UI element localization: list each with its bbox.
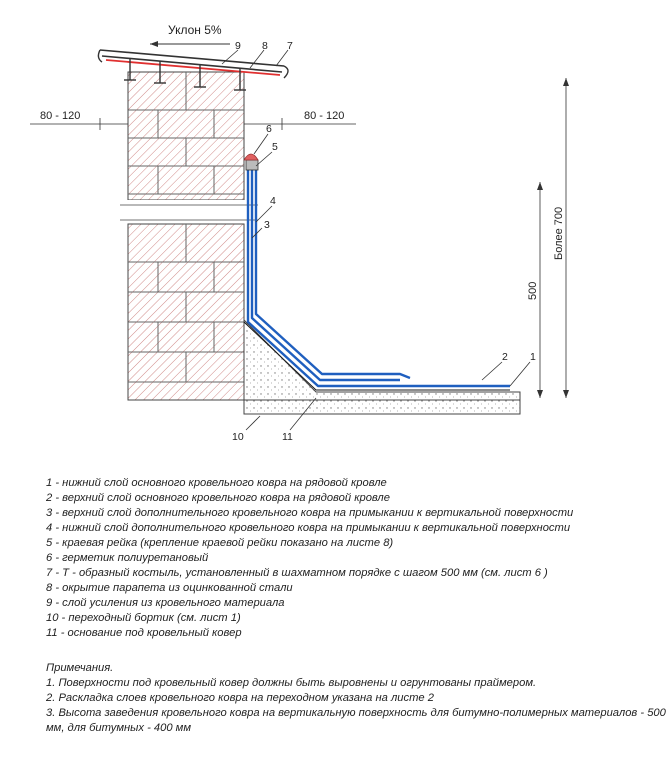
dim-left bbox=[30, 110, 128, 130]
legend-item: 6 - герметик полиуретановый bbox=[46, 552, 209, 564]
callout-3: 3 bbox=[264, 219, 270, 231]
callout-2: 2 bbox=[502, 351, 508, 363]
parapet-wall-lower bbox=[128, 224, 244, 400]
dim-left-label: 80 - 120 bbox=[40, 110, 81, 122]
callout-6: 6 bbox=[266, 123, 272, 135]
slope-label: Уклон 5% bbox=[168, 23, 222, 37]
callout-11: 11 bbox=[282, 431, 293, 443]
callout-4: 4 bbox=[270, 195, 276, 207]
notes-title: Примечания. bbox=[46, 662, 114, 674]
legend-item: 8 - окрытие парапета из оцинкованной стали bbox=[46, 582, 293, 594]
dim-500-label: 500 bbox=[527, 281, 539, 300]
callout-5: 5 bbox=[272, 141, 278, 153]
edge-batten bbox=[246, 160, 258, 170]
legend-item: 1 - нижний слой основного кровельного ковра на рядовой кровле bbox=[46, 477, 387, 489]
dim-700-label: Более 700 bbox=[553, 206, 565, 260]
note-item: 1. Поверхности под кровельный ковер должны быть выровнены и огрунтованы праймером. bbox=[46, 677, 537, 689]
legend bbox=[46, 476, 666, 641]
callout-9: 9 bbox=[235, 40, 241, 52]
legend-item: 2 - верхний слой основного кровельного ковра на рядовой кровле bbox=[46, 492, 390, 504]
callout-1: 1 bbox=[530, 351, 536, 363]
roof-base bbox=[244, 320, 520, 414]
legend-item: 9 - слой усиления из кровельного материала bbox=[46, 597, 285, 609]
legend-item: 10 - переходный бортик (см. лист 1) bbox=[46, 612, 241, 624]
note-item: 3. Высота заведения кровельного ковра на вертикальную поверхность для битумно-полимерных материалов - 500 мм, для битумных - 400 мм bbox=[46, 707, 666, 734]
legend-item: 4 - нижний слой дополнительного кровельного ковра на примыкании к вертикальной поверхности bbox=[46, 522, 571, 534]
legend-item: 11 - основание под кровельный ковер bbox=[46, 627, 242, 639]
dim-500 bbox=[527, 182, 543, 398]
wall-break-line bbox=[120, 200, 258, 224]
notes bbox=[46, 661, 666, 736]
dim-right bbox=[244, 110, 356, 130]
legend-item: 7 - Т - образный костыль, установленный в шахматном порядке с шагом 500 мм (см. лист 6 ) bbox=[46, 567, 548, 579]
notes-list bbox=[46, 676, 666, 736]
roofing-layers bbox=[244, 160, 510, 390]
legend-item: 5 - краевая рейка (крепление краевой рейки показано на листе 8) bbox=[46, 537, 394, 549]
callout-7: 7 bbox=[287, 40, 293, 52]
slope-indicator bbox=[150, 23, 230, 47]
sealant bbox=[244, 154, 258, 160]
dim-right-label: 80 - 120 bbox=[304, 110, 345, 122]
callout-10: 10 bbox=[232, 431, 244, 443]
callout-8: 8 bbox=[262, 40, 268, 52]
dim-700 bbox=[553, 78, 569, 398]
parapet-wall-upper bbox=[128, 72, 244, 200]
note-item: 2. Раскладка слоев кровельного ковра на переходном указана на листе 2 bbox=[46, 692, 434, 704]
legend-item: 3 - верхний слой дополнительного кровельного ковра на примыкании к вертикальной поверхности bbox=[46, 507, 574, 519]
